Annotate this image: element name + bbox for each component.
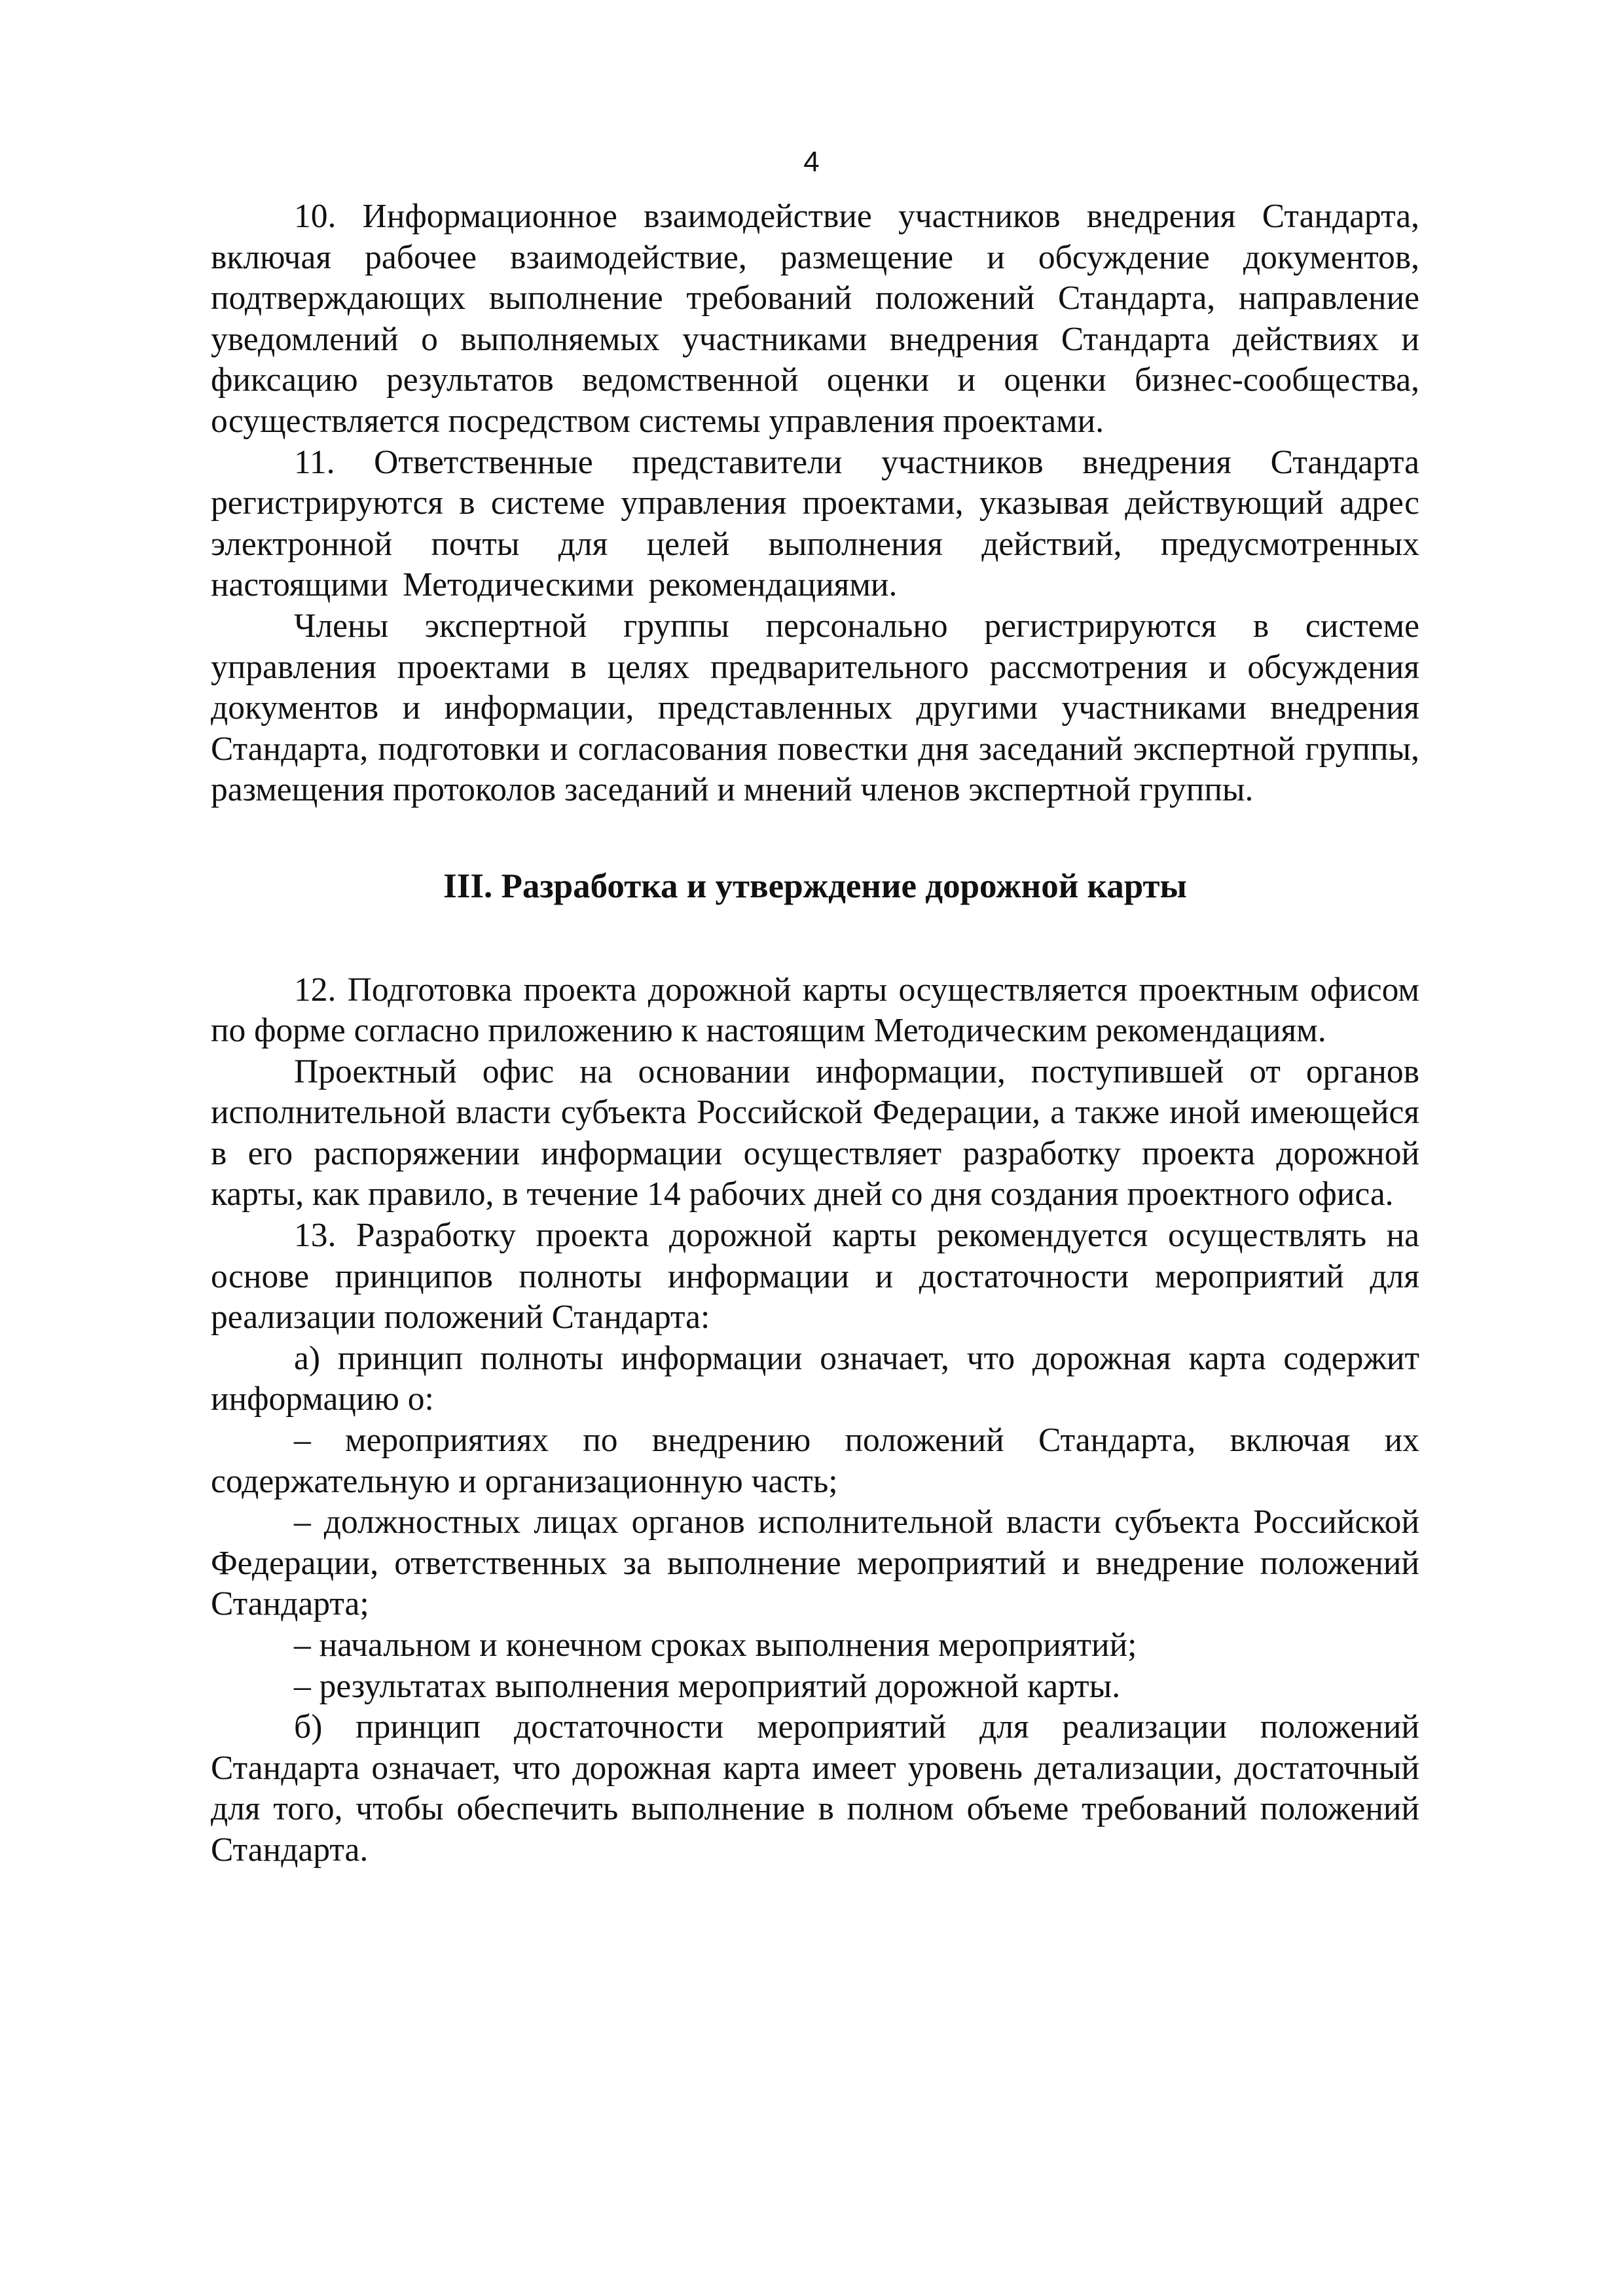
paragraph-principle-b: б) принцип достаточности мероприятий для реализации положений Стандарта означает, что дорожная карта имеет уровень детализации, достаточный для того, чтобы обеспечить выполнение в полном объеме требований положений Стандарта. xyxy=(211,1708,1419,1869)
list-item: – начальном и конечном сроках выполнения мероприятий; xyxy=(294,1626,1137,1664)
section-heading: III. Разработка и утверждение дорожной карты xyxy=(443,867,1187,905)
document-body xyxy=(211,196,1419,1871)
paragraph-10: 10. Информационное взаимодействие участников внедрения Стандарта, включая рабочее взаимодействие, размещение и обсуждение документов, подтверждающих выполнение требований положений Стандарта, направление уведомлений о выполняемых участниками внедрения Стандарта действиях и фиксацию результатов ведомственной оценки и оценки бизнес-сообщества, осуществляется посредством системы управления проектами. xyxy=(211,198,1419,440)
paragraph-12: 12. Подготовка проекта дорожной карты осуществляется проектным офисом по форме согласно приложению к настоящим Методическим рекомендациям. xyxy=(211,971,1419,1050)
paragraph-expert-group: Члены экспертной группы персонально регистрируются в системе управления проектами в целях предварительного рассмотрения и обсуждения документов и информации, представленных другими участниками внедрения Стандарта, подготовки и согласования повестки дня заседаний экспертной группы, размещения протоколов заседаний и мнений членов экспертной группы. xyxy=(211,607,1419,809)
paragraph-13: 13. Разработку проекта дорожной карты рекомендуется осуществлять на основе принципов полноты информации и достаточности мероприятий для реализации положений Стандарта: xyxy=(211,1217,1419,1336)
page-number: 4 xyxy=(803,146,820,178)
paragraph-principle-a: а) принцип полноты информации означает, что дорожная карта содержит информацию о: xyxy=(211,1339,1419,1418)
paragraph-11: 11. Ответственные представители участников внедрения Стандарта регистрируются в системе управления проектами, указывая действующий адрес электронной почты для целей выполнения действий, предусмотренных настоящими Методическими рекомендациями. xyxy=(211,443,1419,604)
list-item: – мероприятиях по внедрению положений Стандарта, включая их содержательную и организационную часть; xyxy=(211,1422,1419,1500)
list-item: – результатах выполнения мероприятий дорожной карты. xyxy=(294,1667,1121,1705)
list-item: – должностных лицах органов исполнительной власти субъекта Российской Федерации, ответственных за выполнение мероприятий и внедрение положений Стандарта; xyxy=(211,1503,1419,1623)
paragraph-project-office: Проектный офис на основании информации, поступившей от органов исполнительной власти субъекта Российской Федерации, а также иной имеющейся в его распоряжении информации осуществляет разработку проекта дорожной карты, как правило, в течение 14 рабочих дней со дня создания проектного офиса. xyxy=(211,1052,1419,1213)
